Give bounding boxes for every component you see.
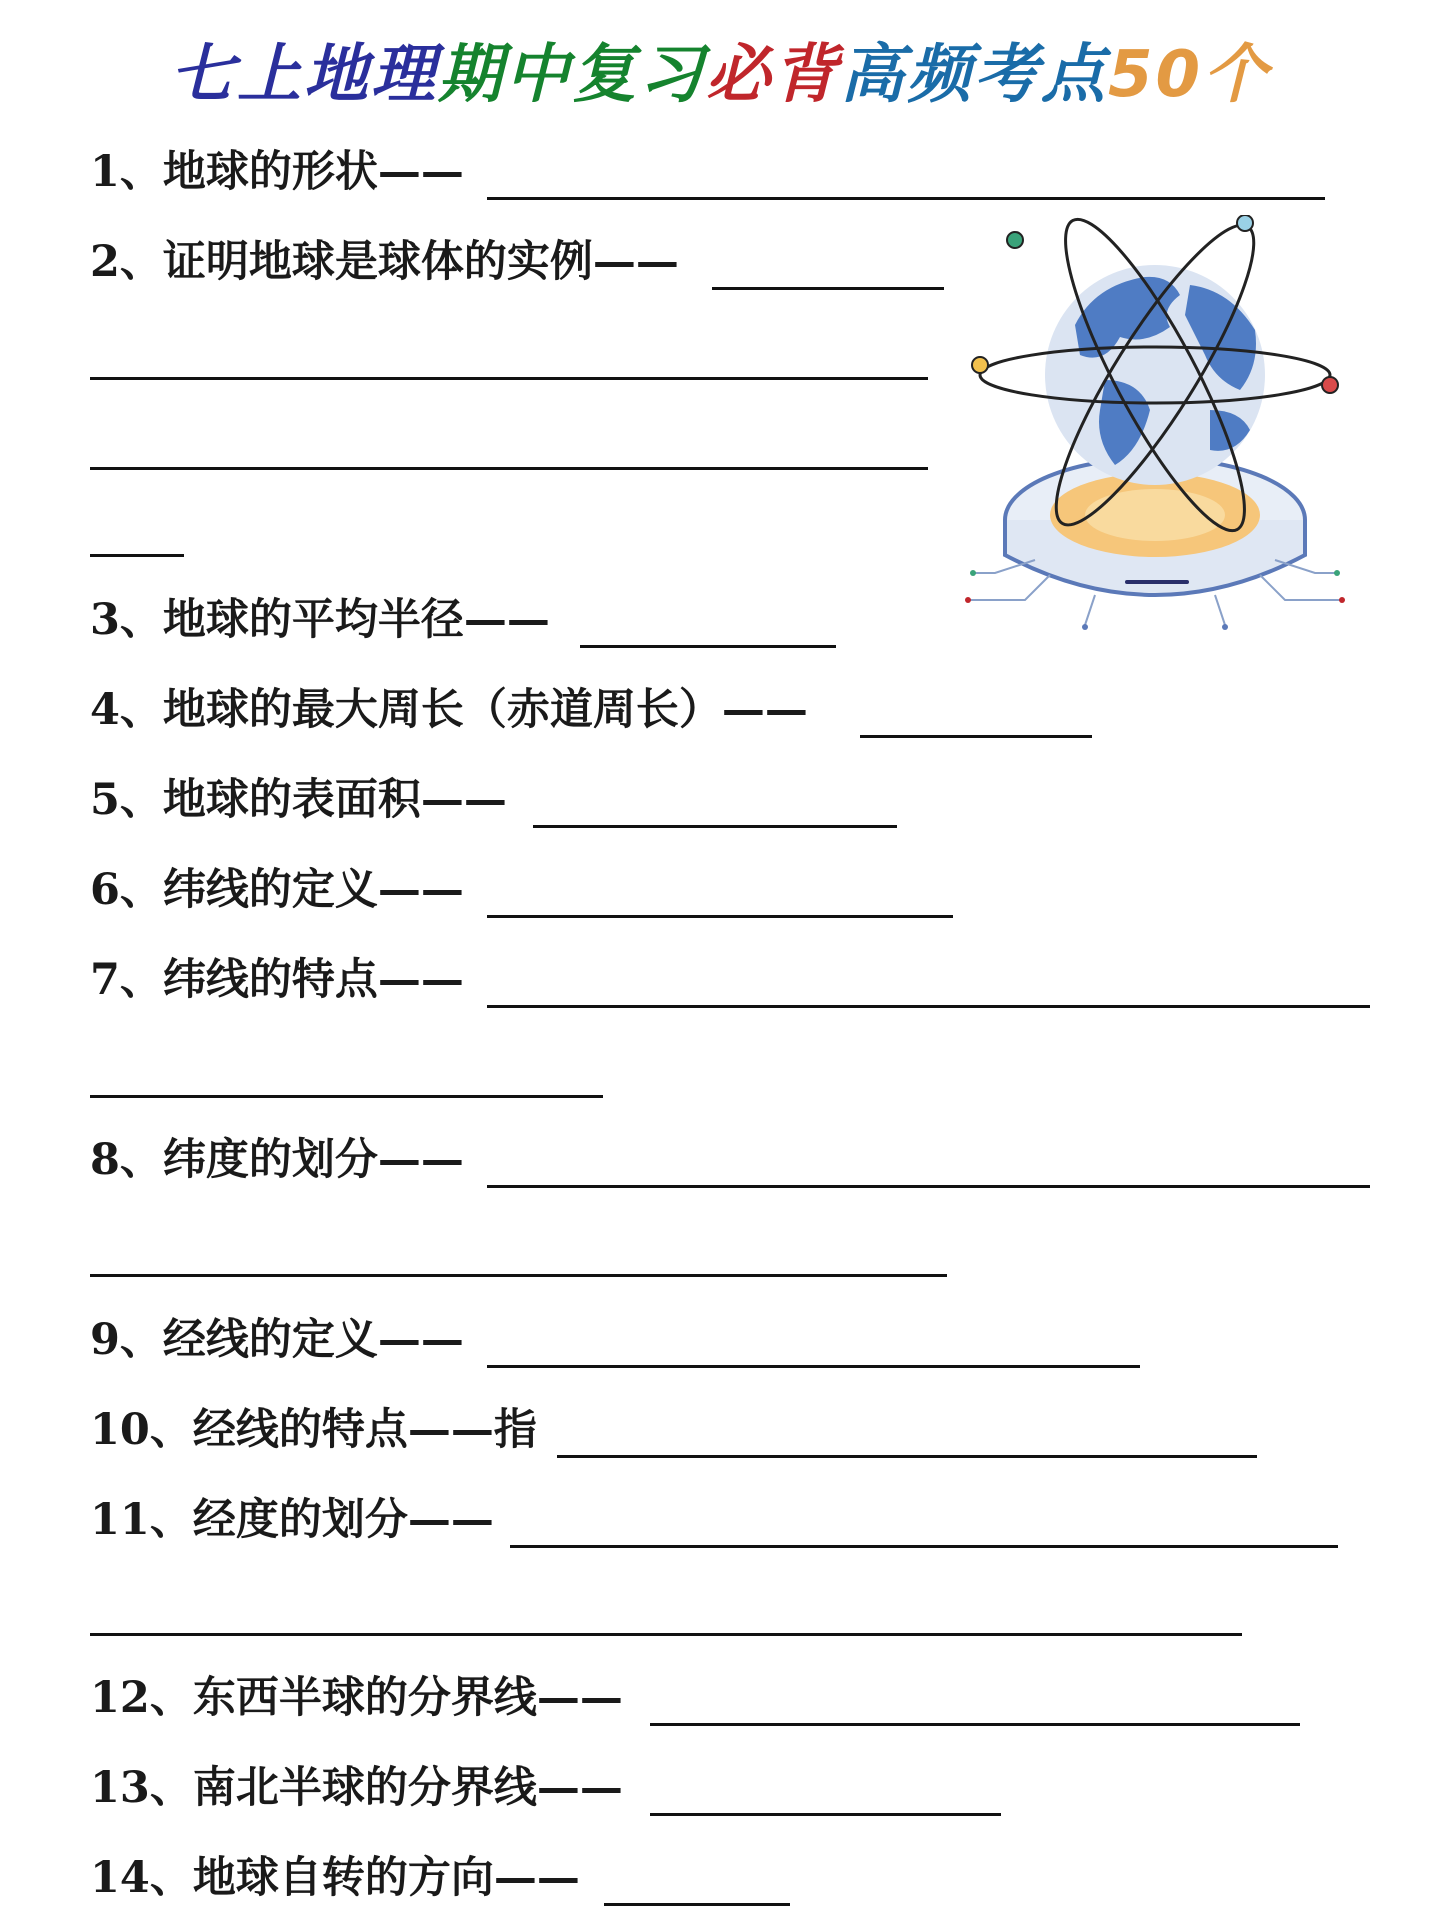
answer-blank[interactable] — [90, 554, 184, 557]
title-segment: 高频考点 — [839, 38, 1108, 112]
answer-blank[interactable] — [487, 197, 1325, 200]
answer-blank[interactable] — [580, 645, 836, 648]
title-segment: 七上地理 — [169, 38, 438, 112]
answer-blank[interactable] — [510, 1545, 1338, 1548]
answer-blank[interactable] — [650, 1723, 1300, 1726]
question-label: 4、地球的最大周长（赤道周长）—— — [90, 685, 808, 735]
question-label: 2、证明地球是球体的实例—— — [90, 237, 679, 287]
answer-blank[interactable] — [90, 377, 928, 380]
answer-blank[interactable] — [90, 467, 928, 470]
answer-blank[interactable] — [90, 1274, 947, 1277]
answer-blank[interactable] — [557, 1455, 1257, 1458]
question-label: 5、地球的表面积—— — [90, 775, 507, 825]
question-label: 12、东西半球的分界线—— — [90, 1673, 623, 1723]
question-label: 7、纬线的特点—— — [90, 955, 464, 1005]
question-label: 11、经度的划分—— — [90, 1495, 494, 1545]
question-label: 10、经线的特点——指 — [90, 1405, 537, 1455]
answer-blank[interactable] — [90, 1095, 603, 1098]
answer-blank[interactable] — [860, 735, 1092, 738]
question-label: 1、地球的形状—— — [90, 147, 464, 197]
question-label: 3、地球的平均半径—— — [90, 595, 550, 645]
question-label: 8、纬度的划分—— — [90, 1135, 464, 1185]
title-segment: 必背 — [705, 38, 840, 112]
answer-blank[interactable] — [487, 1365, 1140, 1368]
title-segment: 期中复习 — [437, 38, 706, 112]
answer-blank[interactable] — [712, 287, 944, 290]
answer-blank[interactable] — [90, 1633, 1242, 1636]
title-segment: 50个 — [1107, 38, 1271, 112]
question-label: 13、南北半球的分界线—— — [90, 1763, 623, 1813]
page-title — [0, 30, 1440, 120]
answer-blank[interactable] — [650, 1813, 1001, 1816]
answer-blank[interactable] — [487, 1005, 1370, 1008]
answer-blank[interactable] — [487, 1185, 1370, 1188]
question-label: 14、地球自转的方向—— — [90, 1853, 580, 1903]
question-label: 6、纬线的定义—— — [90, 865, 464, 915]
answer-blank[interactable] — [533, 825, 897, 828]
globe-icon — [955, 215, 1355, 645]
question-label: 9、经线的定义—— — [90, 1315, 464, 1365]
answer-blank[interactable] — [487, 915, 953, 918]
answer-blank[interactable] — [604, 1903, 790, 1906]
